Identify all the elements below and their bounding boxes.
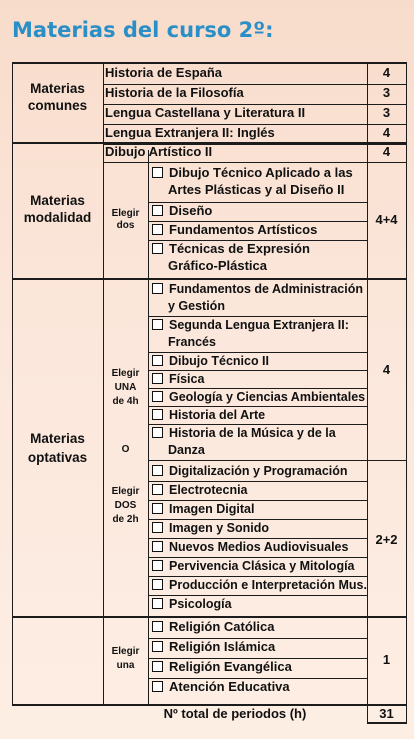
checkbox-icon[interactable] bbox=[152, 167, 163, 178]
checkbox-icon[interactable] bbox=[152, 641, 163, 652]
subject-periods-label: 3 bbox=[382, 105, 391, 120]
modalidad-option bbox=[152, 222, 317, 238]
subject-periods-label: 4 bbox=[382, 65, 391, 80]
choice-label-una bbox=[103, 396, 148, 408]
optativa-2h-option-label: Imagen Digital bbox=[169, 502, 255, 516]
optativa-2h-periods bbox=[367, 532, 406, 548]
group-label-optativas-label: Materias bbox=[30, 431, 85, 446]
optativa-2h-option bbox=[152, 520, 269, 536]
optativa-4h-option bbox=[152, 298, 225, 314]
optativa-2h-option-label: Imagen y Sonido bbox=[169, 521, 270, 535]
optativa-2h-option-label: Pervivencia Clásica y Mitología bbox=[169, 559, 355, 573]
group-label-comunes-label: Materias bbox=[30, 81, 85, 96]
choice-label-dos bbox=[103, 220, 148, 232]
modalidad-option-label: Técnicas de Expresión bbox=[169, 241, 310, 256]
optativa-4h-option bbox=[152, 317, 349, 333]
choice-column-border bbox=[148, 150, 149, 704]
religion-option bbox=[152, 619, 274, 635]
group-label-comunes bbox=[12, 80, 103, 97]
checkbox-icon[interactable] bbox=[152, 484, 163, 495]
modalidad-option-label: Artes Plásticas y al Diseño II bbox=[168, 182, 345, 197]
optativa-4h-option bbox=[152, 425, 336, 441]
optativa-2h-option bbox=[152, 463, 348, 479]
optativa-4h-option-label: Francés bbox=[168, 335, 216, 349]
religion-option bbox=[152, 679, 290, 695]
total-bottom-border bbox=[367, 722, 407, 724]
checkbox-icon[interactable] bbox=[152, 319, 163, 330]
optativa-2h-option bbox=[152, 596, 232, 612]
modalidad-option bbox=[152, 258, 267, 274]
optativa-4h-periods bbox=[367, 362, 406, 378]
optativa-4h-option bbox=[152, 281, 363, 297]
optativa-2h-option-label: Electrotecnia bbox=[169, 483, 248, 497]
optativa-4h-option-label: Geología y Ciencias Ambientales bbox=[169, 390, 366, 404]
choice-label-una-label: de 4h bbox=[112, 396, 139, 407]
optativa-4h-option-label: Física bbox=[169, 372, 205, 386]
checkbox-icon[interactable] bbox=[152, 661, 163, 672]
group-label-modalidad bbox=[12, 192, 103, 209]
choice-label-dos-label: Elegir bbox=[111, 208, 140, 219]
optativa-4h-option-label: Historia del Arte bbox=[169, 408, 266, 422]
subject-name bbox=[105, 125, 275, 141]
table-right-border bbox=[406, 62, 407, 722]
optativa-4h-option bbox=[152, 389, 365, 405]
optativa-4h-option-label: Fundamentos de Administración bbox=[169, 282, 364, 296]
group-label-optativas bbox=[12, 449, 103, 466]
subject-name-label: Historia de la Filosofía bbox=[105, 85, 244, 100]
optativa-4h-option-label: Dibujo Técnico II bbox=[169, 354, 270, 368]
optativa-4h-option-label: Historia de la Música y de la bbox=[169, 426, 336, 440]
subject-periods bbox=[367, 105, 406, 121]
religion-option-label: Religión Católica bbox=[169, 619, 275, 634]
choice-label-dos-2h bbox=[103, 486, 148, 498]
subject-name-label: Lengua Extranjera II: Inglés bbox=[105, 125, 275, 140]
optativa-4h-periods-label: 4 bbox=[382, 362, 391, 377]
table-top-border bbox=[12, 62, 407, 64]
religion-option-label: Religión Evangélica bbox=[169, 659, 292, 674]
choice-label-o-label: O bbox=[121, 444, 130, 455]
religion-option bbox=[152, 659, 292, 675]
optativa-4h-option bbox=[152, 371, 204, 387]
optativa-2h-option bbox=[152, 482, 248, 498]
subject-name-label: Lengua Castellana y Literatura II bbox=[105, 105, 306, 120]
subject-periods bbox=[367, 125, 406, 141]
optativa-4h-option bbox=[152, 334, 216, 350]
optativa-2h-option-label: Producción e Interpretación Mus. bbox=[169, 578, 367, 592]
group-label-modalidad-label: modalidad bbox=[23, 210, 92, 225]
subject-periods bbox=[367, 85, 406, 101]
optativa-2h-periods-label: 2+2 bbox=[375, 532, 398, 547]
choice-label-dos bbox=[103, 208, 148, 220]
total-label-label: Nº total de periodos (h) bbox=[163, 706, 307, 721]
choice-label-una-label: Elegir bbox=[111, 368, 140, 379]
choice-label-dos-2h-label: Elegir bbox=[111, 486, 140, 497]
optativa-4h-option-label: y Gestión bbox=[168, 299, 225, 313]
modalidad-option-label: Diseño bbox=[169, 203, 213, 218]
checkbox-icon[interactable] bbox=[152, 355, 163, 366]
choice-label-dos-label: dos bbox=[116, 220, 135, 231]
group-rule bbox=[12, 278, 407, 280]
subject-periods-label: 4 bbox=[382, 125, 391, 140]
optativa-2h-option-label: Digitalización y Programación bbox=[169, 464, 348, 478]
group-label-modalidad bbox=[12, 209, 103, 226]
checkbox-icon[interactable] bbox=[152, 373, 163, 384]
checkbox-icon[interactable] bbox=[152, 503, 163, 514]
subject-name bbox=[105, 85, 244, 101]
religion-option bbox=[152, 639, 275, 655]
group-label-comunes-label: comunes bbox=[27, 98, 88, 113]
checkbox-icon[interactable] bbox=[152, 598, 163, 609]
choice-label-una bbox=[103, 368, 148, 380]
choice-label-dos-2h bbox=[103, 500, 148, 512]
row-rule bbox=[148, 460, 367, 461]
modalidad-option bbox=[152, 182, 344, 198]
choice-label-dos-2h-label: de 2h bbox=[112, 514, 139, 525]
optativa-4h-option bbox=[152, 407, 265, 423]
checkbox-icon[interactable] bbox=[152, 621, 163, 632]
optativa-4h-option-label: Danza bbox=[168, 443, 205, 457]
modalidad-option bbox=[152, 241, 310, 257]
subject-periods-label: 4 bbox=[382, 144, 391, 159]
modalidad-option bbox=[152, 165, 353, 181]
subject-name-label: Dibujo Artístico II bbox=[105, 144, 213, 159]
total-value bbox=[367, 706, 406, 722]
optativa-4h-option bbox=[152, 442, 205, 458]
group-label-optativas-label: optativas bbox=[27, 450, 88, 465]
checkbox-icon[interactable] bbox=[152, 579, 163, 590]
group-rule bbox=[12, 616, 407, 618]
checkbox-icon[interactable] bbox=[152, 560, 163, 571]
choice-label-una bbox=[103, 382, 148, 394]
optativa-2h-option bbox=[152, 501, 254, 517]
table-left-border bbox=[12, 62, 13, 704]
optativa-4h-option-label: Segunda Lengua Extranjera II: bbox=[169, 318, 349, 332]
modalidad-periods-label: 4+4 bbox=[375, 212, 398, 227]
choice-label-dos-2h-label: DOS bbox=[114, 500, 137, 511]
subject-name-label: Historia de España bbox=[105, 65, 223, 80]
choice-label-religion bbox=[103, 660, 148, 672]
checkbox-icon[interactable] bbox=[152, 283, 163, 294]
checkbox-icon[interactable] bbox=[152, 465, 163, 476]
checkbox-icon[interactable] bbox=[152, 243, 163, 254]
checkbox-icon[interactable] bbox=[152, 427, 163, 438]
checkbox-icon[interactable] bbox=[152, 409, 163, 420]
subject-name bbox=[105, 144, 212, 160]
choice-label-religion-label: una bbox=[116, 660, 135, 671]
checkbox-icon[interactable] bbox=[152, 541, 163, 552]
choice-label-religion-label: Elegir bbox=[111, 646, 140, 657]
modalidad-option-label: Fundamentos Artísticos bbox=[169, 222, 318, 237]
modalidad-periods bbox=[367, 212, 406, 228]
optativa-2h-option bbox=[152, 577, 367, 593]
subject-name bbox=[105, 65, 222, 81]
religion-periods bbox=[367, 652, 406, 668]
choice-label-dos-2h bbox=[103, 514, 148, 526]
subject-name bbox=[105, 105, 305, 121]
modalidad-option bbox=[152, 203, 212, 219]
total-label bbox=[103, 706, 367, 722]
religion-option-label: Atención Educativa bbox=[169, 679, 290, 694]
optativa-2h-option-label: Nuevos Medios Audiovisuales bbox=[169, 540, 349, 554]
subject-periods-label: 3 bbox=[382, 85, 391, 100]
choice-label-o bbox=[103, 444, 148, 456]
checkbox-icon[interactable] bbox=[152, 205, 163, 216]
page-title: Materias del curso 2º: bbox=[12, 18, 274, 42]
checkbox-icon[interactable] bbox=[152, 224, 163, 235]
optativa-4h-option bbox=[152, 353, 269, 369]
group-label-modalidad-label: Materias bbox=[30, 193, 85, 208]
subject-periods bbox=[367, 65, 406, 81]
group-label-comunes bbox=[12, 97, 103, 114]
religion-option-label: Religión Islámica bbox=[169, 639, 276, 654]
periods-column-border bbox=[367, 62, 368, 722]
optativa-2h-option bbox=[152, 539, 348, 555]
modalidad-option-label: Gráfico-Plástica bbox=[168, 258, 267, 273]
checkbox-icon[interactable] bbox=[152, 681, 163, 692]
total-value-label: 31 bbox=[379, 706, 394, 721]
optativa-2h-option bbox=[152, 558, 355, 574]
modalidad-option-label: Dibujo Técnico Aplicado a las bbox=[169, 165, 353, 180]
checkbox-icon[interactable] bbox=[152, 522, 163, 533]
religion-periods-label: 1 bbox=[382, 652, 391, 667]
choice-label-religion bbox=[103, 646, 148, 658]
optativa-2h-option-label: Psicología bbox=[169, 597, 232, 611]
subject-periods bbox=[367, 144, 406, 160]
choice-label-una-label: UNA bbox=[114, 382, 137, 393]
group-label-optativas bbox=[12, 430, 103, 447]
checkbox-icon[interactable] bbox=[152, 391, 163, 402]
row-rule bbox=[367, 460, 406, 461]
row-rule bbox=[103, 162, 406, 163]
subjects-table bbox=[12, 62, 406, 722]
